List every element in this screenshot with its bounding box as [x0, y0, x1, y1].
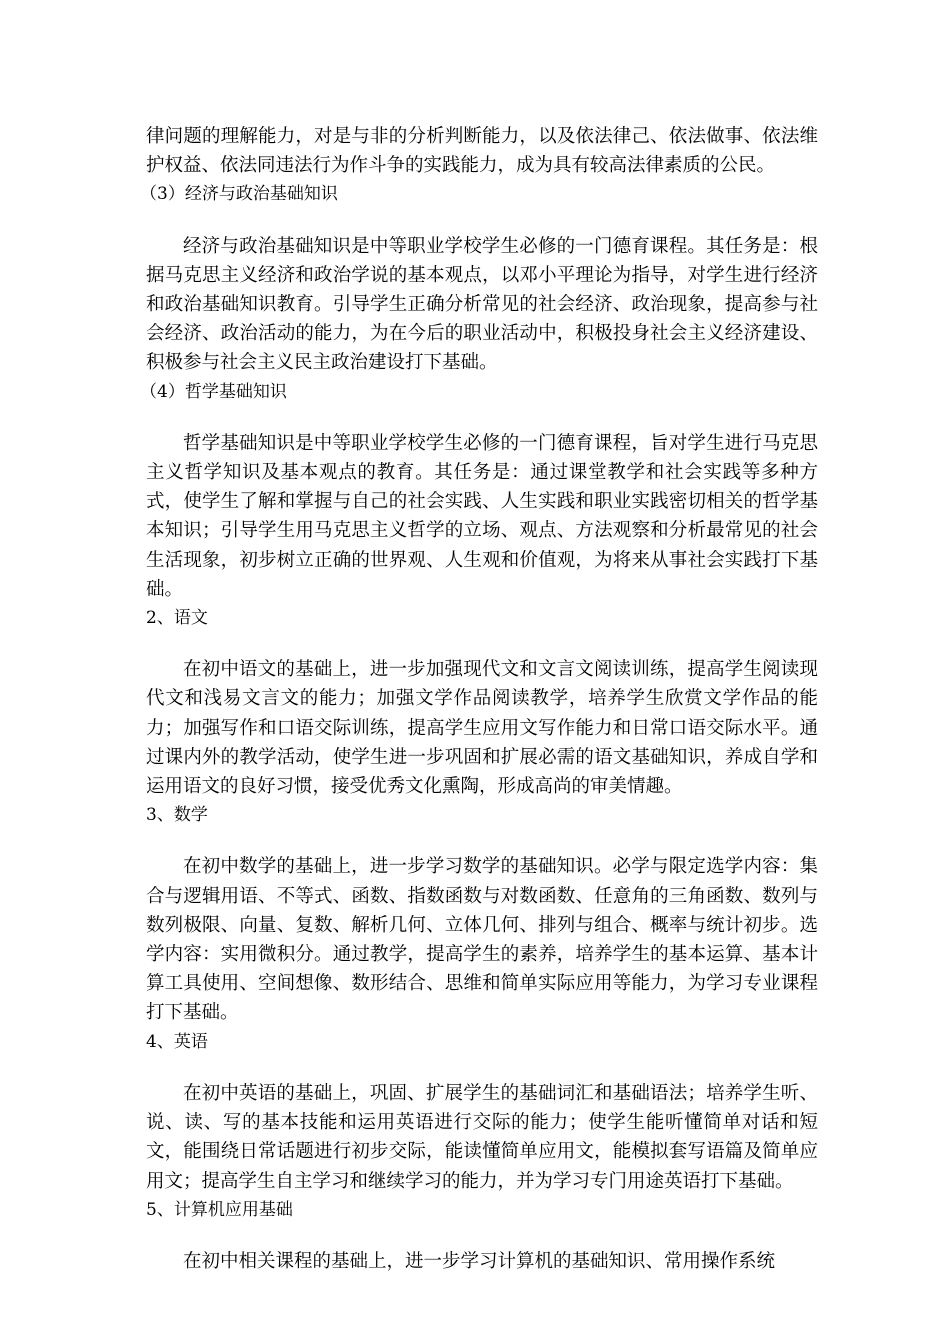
spacer — [146, 830, 818, 852]
document-page — [140, 122, 818, 1276]
paragraph-economics-politics: 经济与政治基础知识是中等职业学校学生必修的一门德育课程。其任务是：根据马克思主义经济和政治学说的基本观点，以邓小平理论为指导，对学生进行经济和政治基础知识教育。引导学生正确分析常见的社会经济、政治现象，提高参与社会经济、政治活动的能力，为在今后的职业活动中，积极投身社会主义经济建设、积极参与社会主义民主政治建设打下基础。 — [146, 235, 818, 374]
paragraph-chinese: 在初中语文的基础上，进一步加强现代文和文言文阅读训练，提高学生阅读现代文和浅易文言文的能力；加强文学作品阅读教学，培养学生欣赏文学作品的能力；加强写作和口语交际训练，提高学生应用文写作能力和日常口语交际水平。通过课内外的教学活动，使学生进一步巩固和扩展必需的语文基础知识，养成自学和运用语文的良好习惯，接受优秀文化熏陶，形成高尚的审美情趣。 — [146, 659, 818, 798]
heading-philosophy: （4）哲学基础知识 — [140, 381, 287, 402]
heading-math: 3、数学 — [146, 805, 208, 826]
spacer — [146, 407, 818, 429]
paragraph-english: 在初中英语的基础上，巩固、扩展学生的基础词汇和基础语法；培养学生听、说、读、写的基本技能和运用英语进行交际的能力；使学生能听懂简单对话和短文，能围绕日常话题进行初步交际，能读懂简单应用文，能模拟套写语篇及简单应用文；提高学生自主学习和继续学习的能力，并为学习专门用途英语打下基础。 — [146, 1082, 818, 1192]
paragraph-law-continuation: 律问题的理解能力，对是与非的分析判断能力，以及依法律己、依法做事、依法维护权益、依法同违法行为作斗争的实践能力，成为具有较高法律素质的公民。 — [146, 126, 818, 177]
heading-economics-politics: （3）经济与政治基础知识 — [140, 184, 338, 205]
paragraph-philosophy: 哲学基础知识是中等职业学校学生必修的一门德育课程，旨对学生进行马克思主义哲学知识及基本观点的教育。其任务是：通过课堂教学和社会实践等多种方式，使学生了解和掌握与自己的社会实践、人生实践和职业实践密切相关的哲学基本知识；引导学生用马克思主义哲学的立场、观点、方法观察和分析最常见的社会生活现象，初步树立正确的世界观、人生观和价值观，为将来从事社会实践打下基础。 — [146, 432, 818, 600]
heading-chinese: 2、语文 — [146, 608, 208, 629]
spacer — [146, 1225, 818, 1247]
spacer — [146, 1057, 818, 1079]
paragraph-computer: 在初中相关课程的基础上，进一步学习计算机的基础知识、常用操作系统 — [183, 1250, 776, 1272]
heading-computer: 5、计算机应用基础 — [146, 1199, 293, 1220]
heading-english: 4、英语 — [146, 1031, 208, 1052]
paragraph-math: 在初中数学的基础上，进一步学习数学的基础知识。必学与限定选学内容：集合与逻辑用语、不等式、函数、指数函数与对数函数、任意角的三角函数、数列与数列极限、向量、复数、解析几何、立体几何、排列与组合、概率与统计初步。选学内容：实用微积分。通过教学，提高学生的素养，培养学生的基本运算、基本计算工具使用、空间想像、数形结合、思维和简单实际应用等能力，为学习专业课程打下基础。 — [146, 856, 818, 1024]
spacer — [146, 633, 818, 655]
spacer — [146, 210, 818, 232]
